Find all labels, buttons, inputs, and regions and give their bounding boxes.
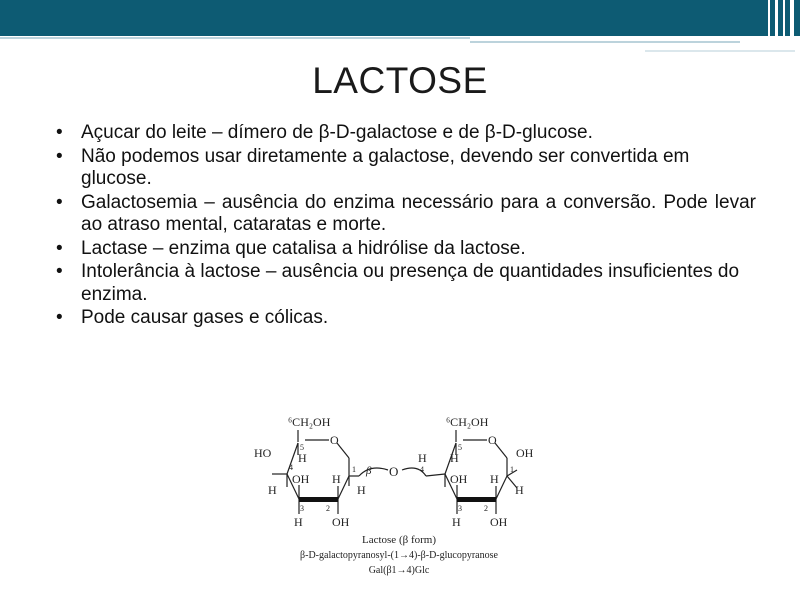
carbon-number: 5	[300, 443, 304, 452]
bullet-item	[56, 238, 756, 261]
lactose-structure-svg	[254, 410, 544, 585]
bullet-dot: •	[56, 145, 63, 167]
h-label: H	[357, 483, 366, 497]
lactose-structure-diagram	[254, 410, 544, 585]
h-label: H	[268, 483, 277, 497]
caption-iupac: β-D-galactopyranosyl-(1→4)-β-D-glucopyranose	[300, 550, 498, 561]
slide-title: LACTOSE	[312, 60, 488, 101]
carbon-number: 2	[484, 504, 488, 513]
bullet-text: Não podemos usar diretamente a galactose, devendo ser convertida em glucose.	[81, 145, 690, 189]
oh-label: OH	[516, 446, 534, 460]
carbon-number: 5	[458, 443, 462, 452]
caption-short: Gal(β1→4)Glc	[368, 565, 430, 576]
h-label: H	[294, 515, 303, 529]
header-rule	[0, 37, 470, 39]
bullet-item	[56, 146, 756, 191]
oh-label: OH	[292, 472, 310, 486]
header-stripe	[775, 0, 778, 36]
ch2oh-label: ⁶CH₂OH	[288, 415, 331, 429]
caption-name: Lactose (β form)	[361, 534, 437, 546]
bullet-text: Açucar do leite – dímero de β-D-galactose e de β-D-glucose.	[81, 122, 593, 143]
oh-label: OH	[450, 472, 468, 486]
header-stripe	[768, 0, 770, 36]
h-label: H	[418, 451, 427, 465]
carbon-number: 3	[458, 504, 462, 513]
header-stripe	[783, 0, 785, 36]
bullet-list	[56, 122, 756, 331]
bullet-item	[56, 261, 756, 306]
bullet-item	[56, 307, 756, 330]
carbon-number: 3	[300, 504, 304, 513]
bullet-item	[56, 192, 756, 237]
bullet-text: Intolerância à lactose – ausência ou presença de quantidades insuficientes do enzima.	[81, 261, 740, 305]
oh-label: OH	[332, 515, 350, 529]
carbon-number: 1	[352, 465, 356, 474]
ch2oh-label: ⁶CH₂OH	[446, 415, 489, 429]
ring-oxygen-label: O	[330, 433, 339, 447]
carbon-number: 4	[420, 465, 424, 474]
h-label: H	[452, 515, 461, 529]
carbon-number: 4	[289, 463, 293, 472]
h-label: H	[490, 472, 499, 486]
bullet-text: Pode causar gases e cólicas.	[81, 307, 329, 328]
bullet-dot: •	[56, 237, 63, 259]
h-label: H	[515, 483, 524, 497]
carbon-number: 2	[326, 504, 330, 513]
bullet-text: Lactase – enzima que catalisa a hidrólise da lactose.	[81, 237, 526, 259]
ho-label: HO	[254, 446, 272, 460]
bullet-dot: •	[56, 122, 63, 143]
bullet-dot: •	[56, 261, 63, 282]
header-bar	[0, 0, 800, 36]
h-label: H	[450, 451, 459, 465]
bullet-dot: •	[56, 191, 63, 213]
oh-label: OH	[490, 515, 508, 529]
h-label: H	[332, 472, 341, 486]
h-label: H	[298, 451, 307, 465]
header-stripe	[790, 0, 794, 36]
header-rule	[470, 41, 740, 43]
beta-label: β	[366, 465, 372, 477]
carbon-number: 1	[510, 465, 514, 474]
header-rule	[645, 50, 795, 52]
bullet-dot: •	[56, 307, 63, 328]
bullet-text: Galactosemia – ausência do enzima necessário para a conversão. Pode levar ao atraso mental, cataratas e morte.	[81, 191, 756, 235]
glycosidic-oxygen-label: O	[389, 464, 399, 479]
bullet-item	[56, 122, 756, 145]
ring-oxygen-label: O	[488, 433, 497, 447]
